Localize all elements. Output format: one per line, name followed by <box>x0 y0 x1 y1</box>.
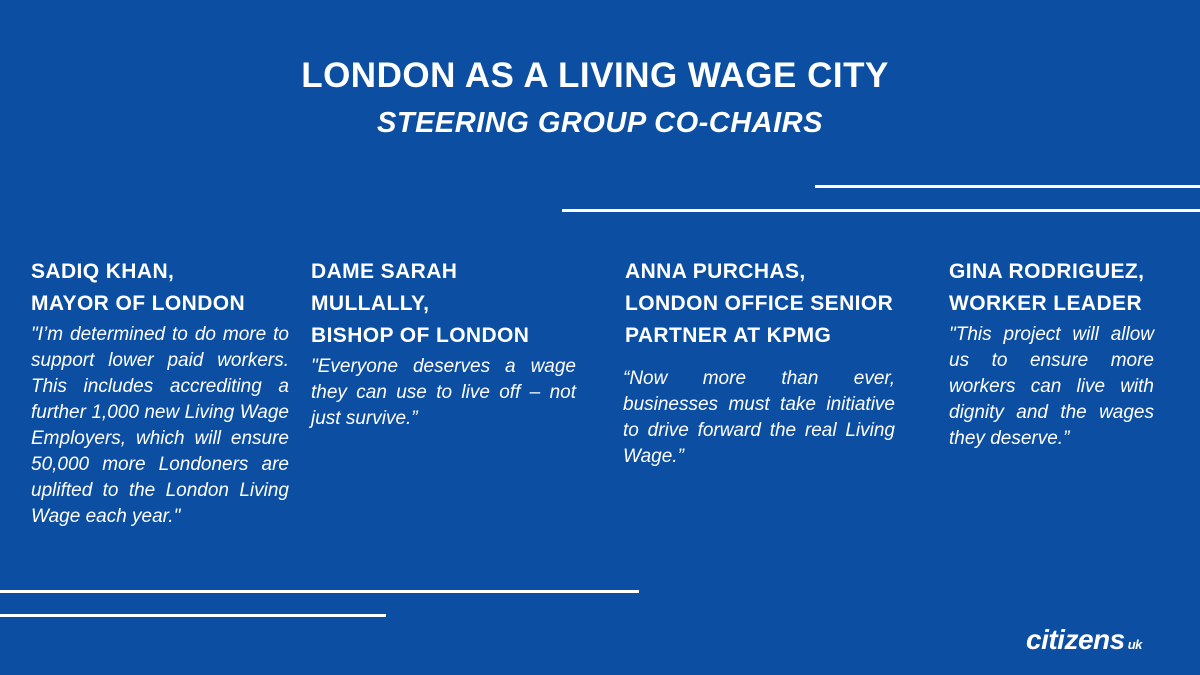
citizens-uk-logo <box>1026 624 1142 656</box>
page-title: LONDON AS A LIVING WAGE CITY <box>301 56 889 95</box>
co-chair-name: ANNA PURCHAS, LONDON OFFICE SENIOR PARTNER AT KPMG <box>625 260 894 347</box>
co-chair-anna-purchas <box>625 256 916 470</box>
co-chair-name: GINA RODRIGUEZ, WORKER LEADER <box>949 260 1145 315</box>
co-chair-quote: "Everyone deserves a wage they can use to live off – not just survive.” <box>311 356 576 429</box>
decorative-rule-top-long <box>562 209 1200 212</box>
logo-word: citizens <box>1026 624 1125 655</box>
co-chair-name: SADIQ KHAN, MAYOR OF LONDON <box>31 260 246 315</box>
co-chair-quote: "I’m determined to do more to support lower paid workers. This includes accrediting a further 1,000 new Living Wage Employers, which will ensure 50,000 more Londoners are uplifted to the London Living Wage each year." <box>31 324 289 527</box>
co-chair-sarah-mullally <box>311 256 576 432</box>
decorative-rule-top-short <box>815 185 1200 188</box>
page-subtitle: STEERING GROUP CO-CHAIRS <box>377 107 823 139</box>
co-chair-name: DAME SARAH MULLALLY, BISHOP OF LONDON <box>311 260 530 347</box>
co-chair-gina-rodriguez <box>949 256 1154 452</box>
co-chair-quote: “Now more than ever, businesses must take initiative to drive forward the real Living Wage.” <box>623 368 895 467</box>
decorative-rule-bottom-long <box>0 590 639 593</box>
co-chair-sadiq-khan <box>31 256 289 530</box>
co-chair-quote: "This project will allow us to ensure more workers can live with dignity and the wages they deserve.” <box>949 324 1154 449</box>
logo-suffix: uk <box>1127 637 1142 652</box>
decorative-rule-bottom-short <box>0 614 386 617</box>
